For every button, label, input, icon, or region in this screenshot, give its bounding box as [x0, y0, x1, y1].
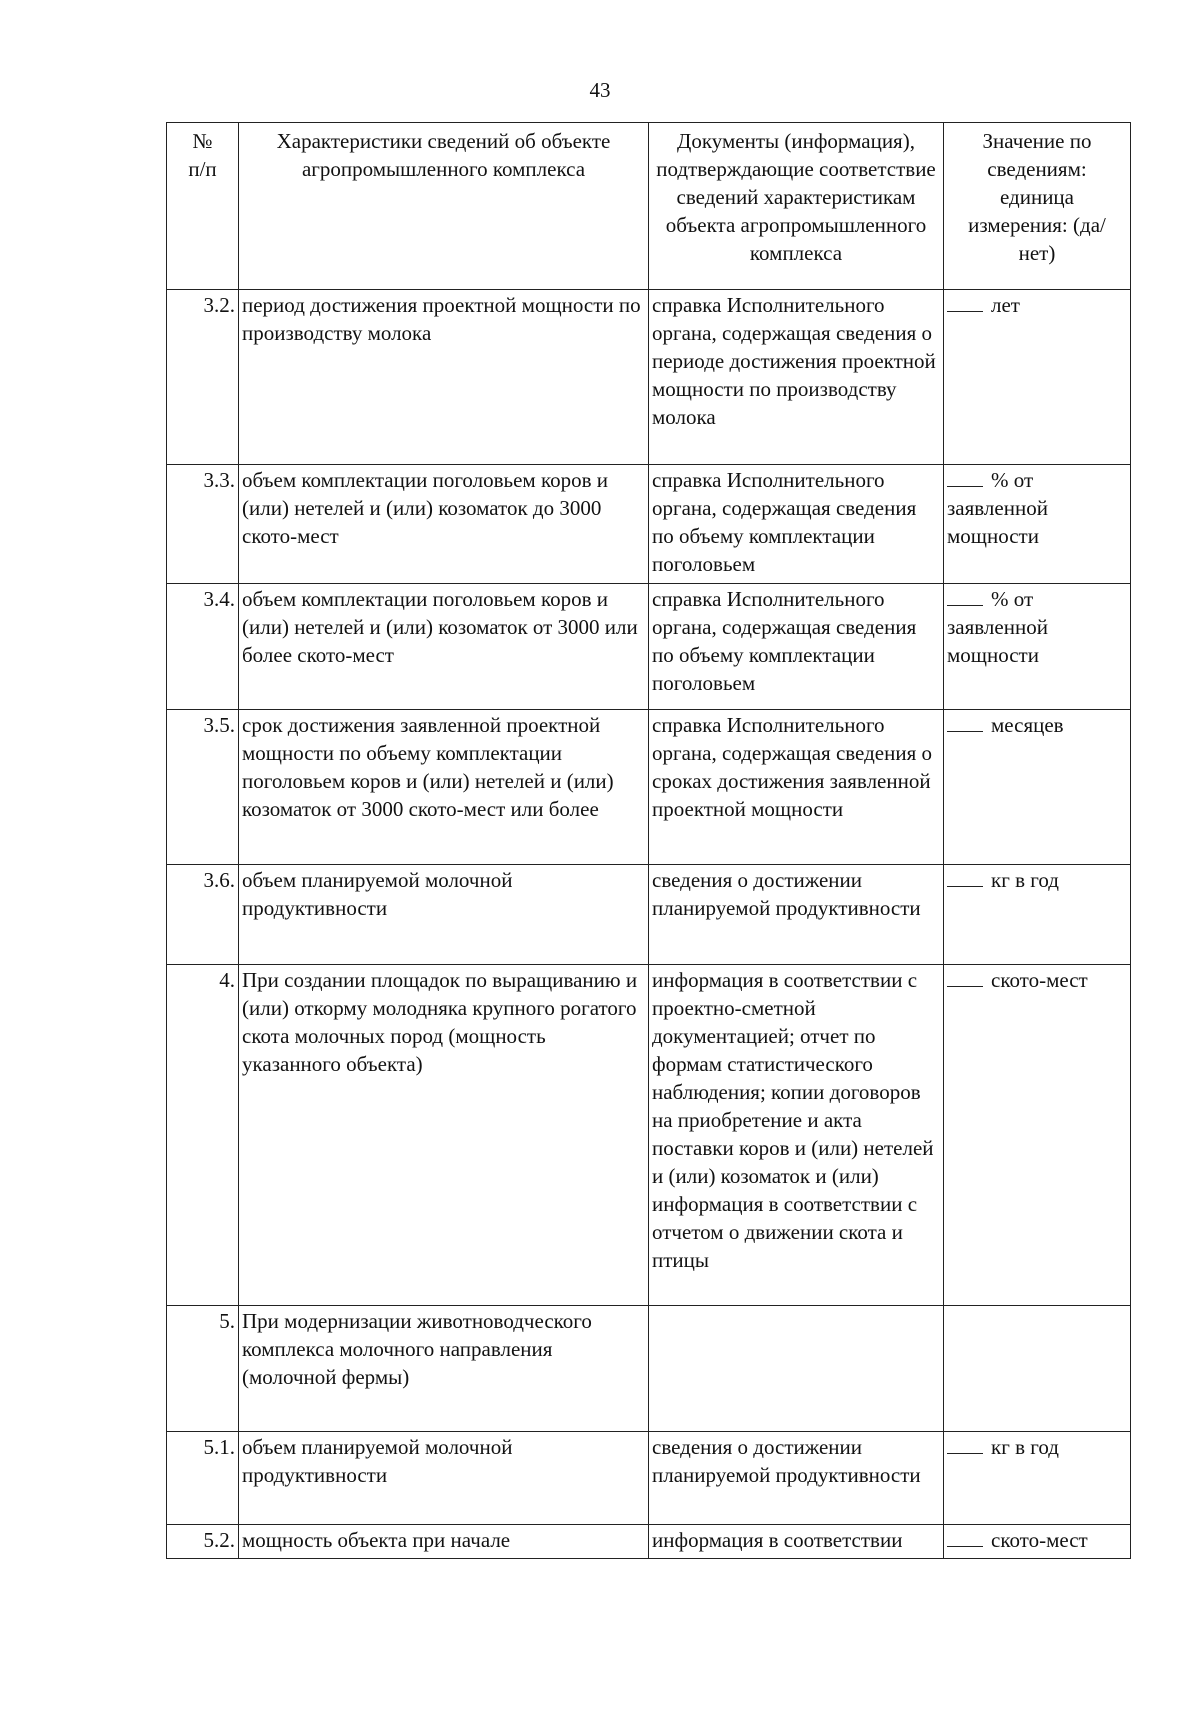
- row-documents: справка Исполнительного органа, содержащая сведения о периоде достижения проектной мощности по производству молока: [649, 290, 944, 465]
- row-documents: справка Исполнительного органа, содержащая сведения по объему комплектации поголовьем: [649, 465, 944, 584]
- row-characteristic: объем комплектации поголовьем коров и (или) нетелей и (или) козоматок от 3000 или более ското-мест: [239, 584, 649, 710]
- page-number: 43: [589, 78, 611, 102]
- row-characteristic: срок достижения заявленной проектной мощности по объему комплектации поголовьем коров и (или) нетелей и (или) козоматок от 3000 ското-мест или более: [239, 710, 649, 865]
- row-num: 3.6.: [167, 865, 239, 965]
- table-row: [167, 290, 1131, 465]
- table-row: [167, 710, 1131, 865]
- row-documents: справка Исполнительного органа, содержащая сведения о сроках достижения заявленной проектной мощности: [649, 710, 944, 865]
- table-row: [167, 1432, 1131, 1525]
- header-num-text: № п/п: [188, 129, 217, 181]
- table-row: [167, 965, 1131, 1306]
- row-num: 5.2.: [167, 1525, 239, 1559]
- row-num: 3.4.: [167, 584, 239, 710]
- row-characteristic: объем планируемой молочной продуктивности: [239, 1432, 649, 1525]
- row-value: [944, 710, 1131, 865]
- row-num: 5.1.: [167, 1432, 239, 1525]
- row-characteristic: При создании площадок по выращиванию и (или) откорму молодняка крупного рогатого скота молочных пород (мощность указанного объекта): [239, 965, 649, 1306]
- header-value-text: Значение по сведениям: единица измерения: (да/нет): [968, 129, 1106, 265]
- row-documents: [649, 1306, 944, 1432]
- header-value: [944, 123, 1131, 290]
- row-value: [944, 865, 1131, 965]
- value-unit: месяцев: [991, 713, 1064, 737]
- row-value: [944, 1432, 1131, 1525]
- blank-line: [947, 1528, 983, 1547]
- value-unit: % от: [991, 468, 1034, 492]
- table-header-row: [167, 123, 1131, 290]
- value-extra: заявленной мощности: [947, 496, 1048, 548]
- blank-line: [947, 468, 983, 487]
- value-unit: кг в год: [991, 868, 1059, 892]
- row-value: [944, 584, 1131, 710]
- table-row: [167, 1525, 1131, 1559]
- header-characteristic-text: Характеристики сведений об объекте агропромышленного комплекса: [276, 129, 611, 181]
- table-row: [167, 584, 1131, 710]
- blank-line: [947, 293, 983, 312]
- requirements-table: [166, 122, 1131, 1559]
- row-documents: сведения о достижении планируемой продуктивности: [649, 1432, 944, 1525]
- row-documents: справка Исполнительного органа, содержащая сведения по объему комплектации поголовьем: [649, 584, 944, 710]
- row-value: [944, 465, 1131, 584]
- row-documents: сведения о достижении планируемой продуктивности: [649, 865, 944, 965]
- blank-line: [947, 587, 983, 606]
- row-value: [944, 965, 1131, 1306]
- row-characteristic: мощность объекта при начале: [239, 1525, 649, 1559]
- header-characteristic: [239, 123, 649, 290]
- header-num: [167, 123, 239, 290]
- header-documents-text: Документы (информация), подтверждающие соответствие сведений характеристикам объекта агропромышленного комплекса: [656, 129, 936, 265]
- value-unit: кг в год: [991, 1435, 1059, 1459]
- row-value: [944, 290, 1131, 465]
- table-row: [167, 1306, 1131, 1432]
- value-unit: ското-мест: [991, 968, 1088, 992]
- blank-line: [947, 868, 983, 887]
- value-unit: ското-мест: [991, 1528, 1088, 1552]
- row-documents: информация в соответствии с проектно-сметной документацией; отчет по формам статистического наблюдения; копии договоров на приобретение и акта поставки коров и (или) нетелей и (или) козоматок и (или) информация в соответствии с отчетом о движении скота и птицы: [649, 965, 944, 1306]
- row-documents: информация в соответствии: [649, 1525, 944, 1559]
- table-row: [167, 465, 1131, 584]
- blank-line: [947, 1435, 983, 1454]
- row-num: 4.: [167, 965, 239, 1306]
- header-documents: [649, 123, 944, 290]
- row-characteristic: При модернизации животноводческого комплекса молочного направления (молочной фермы): [239, 1306, 649, 1432]
- row-num: 5.: [167, 1306, 239, 1432]
- row-characteristic: период достижения проектной мощности по производству молока: [239, 290, 649, 465]
- row-value: [944, 1306, 1131, 1432]
- value-extra: заявленной мощности: [947, 615, 1048, 667]
- row-characteristic: объем комплектации поголовьем коров и (или) нетелей и (или) козоматок до 3000 ското-мест: [239, 465, 649, 584]
- blank-line: [947, 713, 983, 732]
- row-value: [944, 1525, 1131, 1559]
- value-unit: % от: [991, 587, 1034, 611]
- value-unit: лет: [991, 293, 1020, 317]
- table-row: [167, 865, 1131, 965]
- row-num: 3.3.: [167, 465, 239, 584]
- blank-line: [947, 968, 983, 987]
- row-characteristic: объем планируемой молочной продуктивности: [239, 865, 649, 965]
- row-num: 3.5.: [167, 710, 239, 865]
- row-num: 3.2.: [167, 290, 239, 465]
